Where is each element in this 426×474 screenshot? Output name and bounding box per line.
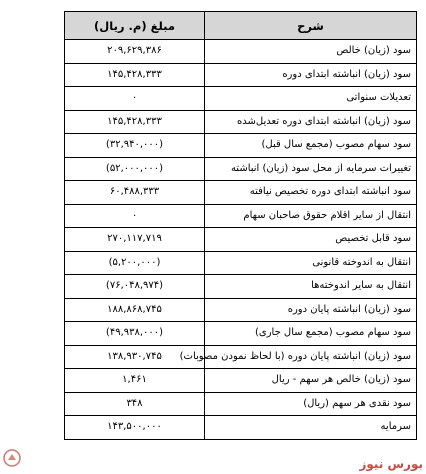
- header-amount: مبلغ (م. ریال): [65, 12, 205, 40]
- row-description: سود (زیان) انباشته پایان دوره: [205, 298, 417, 322]
- table-row: [65, 204, 417, 228]
- row-amount: ۰: [65, 204, 205, 228]
- row-description: سود (زیان) انباشته پایان دوره (با لحاظ نمودن مصوبات): [205, 345, 417, 369]
- row-description: انتقال از سایر اقلام حقوق صاحبان سهام: [205, 204, 417, 228]
- watermark-logo: [349, 446, 423, 472]
- row-description: تعدیلات سنواتی: [205, 87, 417, 111]
- table-row: [65, 157, 417, 181]
- row-amount: ۳۴۸: [65, 392, 205, 416]
- table-row: [65, 110, 417, 134]
- table-row: [65, 345, 417, 369]
- financial-table-container: [64, 11, 416, 440]
- table-row: [65, 40, 417, 64]
- table-row: [65, 134, 417, 158]
- row-description: سرمایه: [205, 416, 417, 440]
- row-description: سود انباشته ابتدای دوره تخصیص نیافته: [205, 181, 417, 205]
- row-description: سود (زیان) خالص هر سهم - ریال: [205, 369, 417, 393]
- row-amount: (۵۲,۰۰۰,۰۰۰): [65, 157, 205, 181]
- row-description: سود سهام مصوب (مجمع سال جاری): [205, 322, 417, 346]
- table-row: [65, 416, 417, 440]
- table-row: [65, 251, 417, 275]
- row-description: سود (زیان) انباشته ابتدای دوره تعدیل‌شده: [205, 110, 417, 134]
- row-description: سود نقدی هر سهم (ریال): [205, 392, 417, 416]
- profit-distribution-table: [64, 11, 417, 440]
- table-row: [65, 63, 417, 87]
- row-amount: (۵,۲۰۰,۰۰۰): [65, 251, 205, 275]
- table-row: [65, 369, 417, 393]
- row-description: انتقال به اندوخته قانونی: [205, 251, 417, 275]
- watermark-emblem-icon: [2, 448, 22, 468]
- row-amount: ۶۰,۴۸۸,۳۳۳: [65, 181, 205, 205]
- table-row: [65, 228, 417, 252]
- row-description: سود (زیان) خالص: [205, 40, 417, 64]
- row-amount: ۱,۴۶۱: [65, 369, 205, 393]
- table-row: [65, 298, 417, 322]
- row-amount: ۱۸۸,۸۶۸,۷۴۵: [65, 298, 205, 322]
- table-row: [65, 275, 417, 299]
- row-amount: ۱۴۳,۵۰۰,۰۰۰: [65, 416, 205, 440]
- table-header-row: [65, 12, 417, 40]
- table-row: [65, 392, 417, 416]
- row-description: انتقال به سایر اندوخته‌ها: [205, 275, 417, 299]
- row-amount: ۲۰۹,۶۲۹,۳۸۶: [65, 40, 205, 64]
- row-amount: ۱۳۸,۹۳۰,۷۴۵: [65, 345, 205, 369]
- row-amount: (۷۶,۰۴۸,۹۷۴): [65, 275, 205, 299]
- row-description: سود قابل تخصیص: [205, 228, 417, 252]
- row-amount: (۴۹,۹۳۸,۰۰۰): [65, 322, 205, 346]
- row-amount: (۳۲,۹۴۰,۰۰۰): [65, 134, 205, 158]
- row-amount: ۱۴۵,۴۲۸,۳۳۳: [65, 110, 205, 134]
- row-description: سود (زیان) انباشته ابتدای دوره: [205, 63, 417, 87]
- table-row: [65, 322, 417, 346]
- row-amount: ۲۷۰,۱۱۷,۷۱۹: [65, 228, 205, 252]
- row-amount: ۱۴۵,۴۲۸,۳۳۳: [65, 63, 205, 87]
- row-amount: ۰: [65, 87, 205, 111]
- row-description: تغییرات سرمایه از محل سود (زیان) انباشته: [205, 157, 417, 181]
- table-row: [65, 87, 417, 111]
- watermark-text: بورس نیوز: [359, 457, 423, 471]
- table-row: [65, 181, 417, 205]
- header-description: شرح: [205, 12, 417, 40]
- row-description: سود سهام مصوب (مجمع سال قبل): [205, 134, 417, 158]
